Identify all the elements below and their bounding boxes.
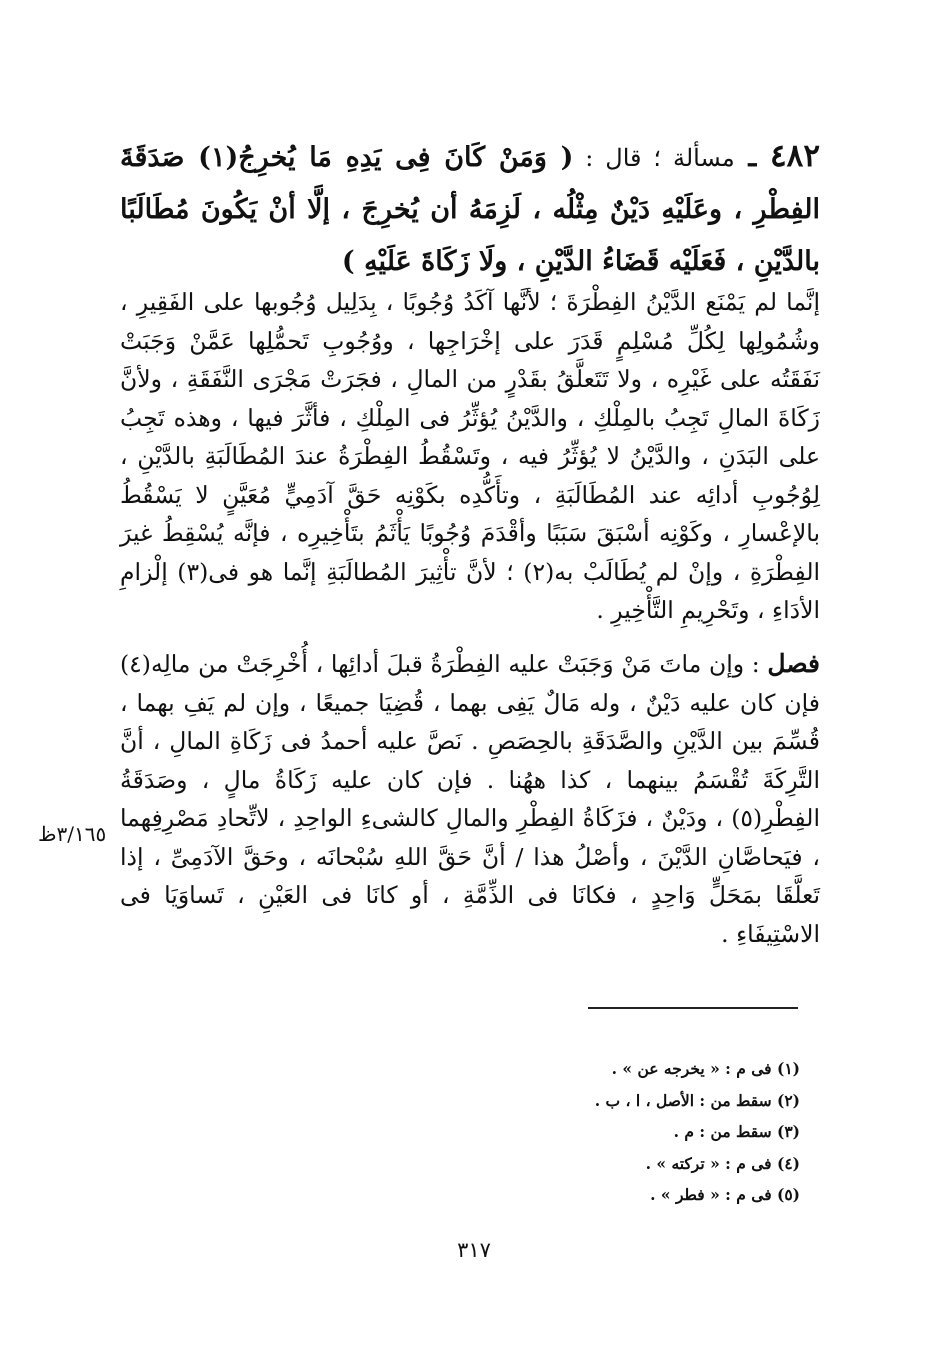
manuscript-margin-note: ٣/١٦٥ظ [38,822,107,846]
fasl-label: فصل [767,649,820,678]
footnote-5: (٥) فى م : « فطر » . [650,1185,800,1204]
masala-heading [120,130,820,288]
page-number: ٣١٧ [457,1238,491,1262]
heading-dash: ـ [734,142,771,173]
masala-label: مسألة ؛ قال : [573,144,735,172]
commentary-paragraph: إنَّما لم يَمْنَع الدَّيْنُ الفِطْرَةَ ؛ لأنَّها آكَدُ وُجُوبًا ، بِدَلِيل وُجُوبها على الفَقِيرِ ، وشُمُولِها لِكُلِّ مُسْلِمٍ قَدَرَ على إخْرَاجِها ، ووُجُوبِ تَحمُّلِها عَمَّنْ وَجَبَتْ نَفَقَتُه على غَيْرِه ، ولا تَتَعلَّقُ بقَدْرٍ من المالِ ، فجَرَتْ مَجْرَى النَّفَقَةِ ، ولأنَّ زَكَاةَ المالِ تَجِبُ بالمِلْكِ ، والدَّيْنُ يُؤثِّرُ فى المِلْكِ ، فأثَّرَ فيها ، وهذه تَجِبُ على البَدَنِ ، والدَّيْنُ لا يُؤثِّرُ فيه ، وتَسْقُطُ الفِطْرَةُ عندَ المُطَالَبَةِ بالدَّيْنِ ، لِوُجُوبِ أدائِه عند المُطَالَبَةِ ، وتأَكُّدِه بكَوْنِه حَقَّ آدَمِيٍّ مُعَيَّنٍ لا يَسْقُطُ بالإعْسارِ ، وكَوْنِه أسْبَقَ سَبَبًا وأقْدَمَ وُجُوبًا يَأْثَمُ بتَأْخِيرِه ، فإنَّه يُسْقِطُ غيرَ الفِطْرَةِ ، وإنْ لم يُطَالَبْ به(٢) ؛ لأنَّ تأْثِيرَ المُطالَبَةِ إنَّما هو فى(٣) إلْزامِ الأدَاءِ ، وتَحْرِيمِ التَّأْخِيرِ . [120,288,821,624]
footnote-1: (١) فى م : « يخرجه عن » . [611,1059,800,1078]
footnote-divider [588,1007,798,1009]
footnotes [595,1053,800,1211]
footnote-2: (٢) سقط من : الأصل ، ا ، ب . [594,1090,800,1110]
fasl-paragraph [120,645,820,953]
fasl-text: : وإن ماتَ مَنْ وَجَبَتْ عليه الفِطْرَةُ قبلَ أدائِها ، أُخْرِجَتْ من مالِه(٤) فإن كان عليه دَيْنٌ ، وله مَالٌ يَفِى بهما ، قُضِيَا جميعًا ، وإن لم يَفِ بهما ، قُسِّمَ بين الدَّيْنِ والصَّدَقَةِ بالحِصَصِ . نَصَّ عليه أحمدُ فى زَكَاةِ المالِ ، أنَّ التَّرِكَةَ تُقْسَمُ بينهما ، كذا ههُنا . فإن كان عليه زَكَاةُ مالٍ ، وصَدَقَةُ الفِطْرِ(٥) ، ودَيْنٌ ، فزَكَاةُ الفِطْرِ والمالِ كالشىءِ الواحِدِ ، لاتِّحادِ مَصْرِفِهما ، فيَحاصَّانِ الدَّيْنَ ، وأصْلُ هذا / أنَّ حَقَّ اللهِ سُبْحانَه ، وحَقَّ الآدَمِىِّ ، إذا تَعلَّقَا بمَحَلٍّ وَاحِدٍ ، فكانَا فى الذِّمَّةِ ، أو كانَا فى العَيْنِ ، تَساوَيَا فى الاسْتِيفَاءِ . [120,650,820,948]
footnote-3: (٣) سقط من : م . [673,1122,800,1141]
footnote-4: (٤) فى م : « تركته » . [645,1153,800,1173]
masala-quote-text: ( وَمَنْ كَانَ فِى يَدِهِ مَا يُخرِجُ(١) صَدَقَةَ الفِطْرِ ، وعَلَيْهِ دَيْنٌ مِثْلُه ، لَزِمَهُ أن يُخرِجَ ، إلَّا أنْ يَكُونَ مُطَالَبًا بالدَّيْنِ ، فَعَلَيْه قَضَاءُ الدَّيْنِ ، ولَا زَكَاةَ عَلَيْهِ ) [120,142,820,277]
masala-number: ٤٨٢ [770,138,820,174]
